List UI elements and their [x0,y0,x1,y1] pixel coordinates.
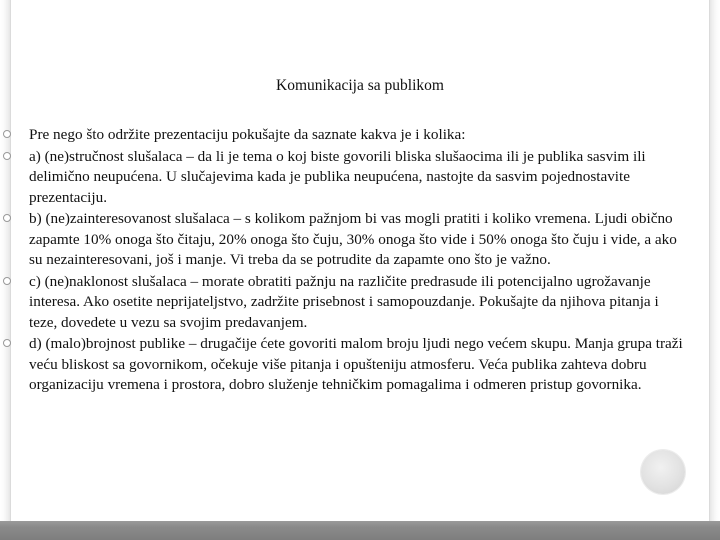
bullet-text: Pre nego što održite prezentaciju pokušajte da saznate kakva je i kolika: [29,126,466,143]
slide-title: Komunikacija sa publikom [276,77,444,94]
bullet-item [0,209,689,271]
bullet-text: b) (ne)zainteresovanost slušalaca – s kolikom pažnjom bi vas mogli pratiti i koliko vremena. Ljudi obično zapamte 10% onoga što čitaju, 20% onoga što čuju, 30% onoga što vide i 50% onoga što čuju i vide, a ako su nezainteresovani, još i manje. Vi treba da se potrudite da zapamte ono što je važno. [29,210,677,268]
bullet-item [0,147,689,209]
bullet-text: c) (ne)naklonost slušalaca – morate obratiti pažnju na različite predrasude ili potencijalno ugrožavanje interesa. Ako osetite neprijateljstvo, zadržite prisebnost i samopouzdanje. Pokušajte da njihova pitanja i teze, dovedete u vezu sa svojim predavanjem. [29,272,659,331]
bullet-icon [3,152,11,160]
slide-bottom-bar [0,521,720,540]
bullet-icon [3,130,11,138]
bullet-item [0,334,689,396]
bullet-list [0,125,720,397]
bullet-icon [3,277,11,285]
bullet-text: d) (malo)brojnost publike – drugačije ćete govoriti malom broju ljudi nego većem skupu. Manja grupa traži veću bliskost sa govornikom, očekuje više pitanja i opušteniju atmosferu. Veća publika zahteva dobru organizaciju vremena i prostora, dobro služenje tehničkim pomagalima i odmeren pristup govornika. [29,335,683,393]
bullet-icon [3,339,11,347]
decorative-circle [641,450,685,494]
bullet-text: a) (ne)stručnost slušalaca – da li je tema o koj biste govorili bliska slušaocima ili je publika sasvim ili delimično neupućena. U slučajevima kada je publika neupućena, nastojte da sasvim pojednostavite prezentaciju. [29,147,646,206]
bullet-icon [3,214,11,222]
bullet-item [0,125,689,146]
bullet-item [0,272,689,334]
